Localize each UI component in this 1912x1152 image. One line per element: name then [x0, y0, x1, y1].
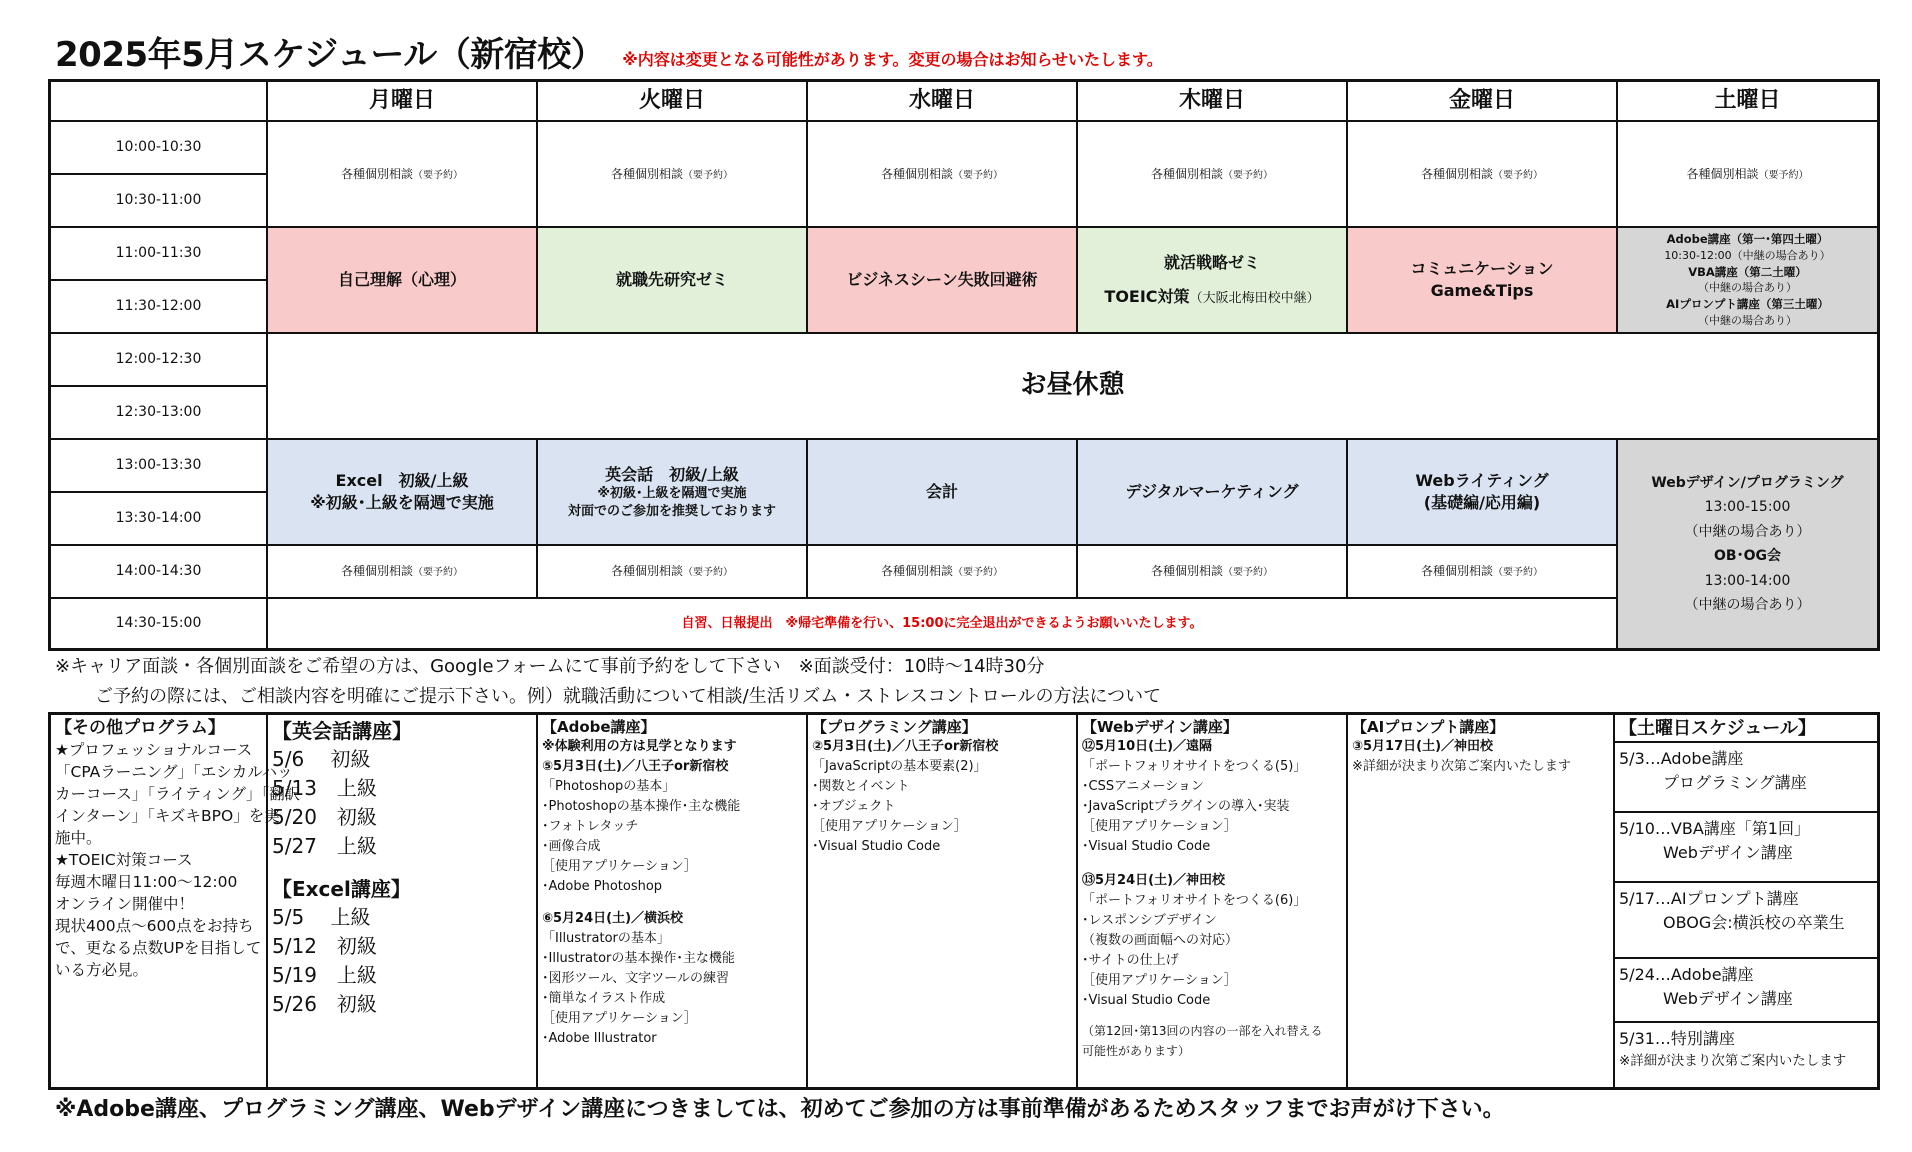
consult-cell-fri	[1348, 122, 1618, 228]
adobe-line: ･画像合成	[542, 839, 601, 854]
consult-label: 各種個別相談	[880, 166, 953, 181]
sat-adobe-time: 10:30-12:00（中継の場合あり）	[1664, 248, 1831, 262]
other-line: カーコース」「ライティング」「翻訳	[55, 785, 301, 803]
day-header-sat: 土曜日	[1618, 82, 1877, 122]
webdesign-line: ⑬5月24日(土)／神田校	[1082, 873, 1226, 888]
webdesign-line: （第12回･第13回の内容の一部を入れ替える	[1082, 1024, 1323, 1038]
consult-cell-wed	[808, 122, 1078, 228]
saturday-date: 5/31…特別講座	[1619, 1029, 1735, 1048]
toeic-sub: （大阪北梅田校中継）	[1189, 291, 1320, 306]
webdesign-course-title: 【Webデザイン講座】	[1082, 718, 1238, 736]
consult-note: （要予約）	[1223, 169, 1273, 181]
fri-class-line-2: Game&Tips	[1430, 281, 1534, 300]
webdesign-spacer	[1082, 1011, 1342, 1021]
saturday-detail: OBOG会:横浜校の卒業生	[1663, 913, 1845, 932]
adobe-line: ※体験利用の方は見学となります	[542, 739, 737, 754]
time-slot: 12:30-13:00	[51, 387, 268, 440]
english-course-title: 【英会話講座】	[272, 719, 412, 743]
thu-class-2	[1104, 286, 1319, 308]
title-row	[55, 28, 1163, 76]
other-line: 現状400点～600点をお持ち	[55, 917, 254, 935]
consult-label: 各種個別相談	[340, 564, 413, 579]
time-slot: 12:00-12:30	[51, 334, 268, 387]
sat-obog-time: 13:00-14:00	[1704, 572, 1791, 589]
consult-cell-sat	[1618, 122, 1877, 228]
consult-label: 各種個別相談	[610, 166, 683, 181]
adobe-line: ［使用アプリケーション］	[542, 1011, 697, 1026]
adobe-spacer	[542, 897, 802, 909]
note-line-2: ご予約の際には、ご相談内容を明確にご提示下さい。例）就職活動について相談/生活リズム・ストレスコントロールの方法について	[95, 686, 1162, 707]
ai-course	[1348, 715, 1615, 1087]
sat-ai-note: （中継の場合あり）	[1698, 313, 1797, 327]
consult-label: 各種個別相談	[1150, 166, 1223, 181]
other-line: インターン」「キズキBPO」を実	[55, 807, 280, 825]
other-line: オンライン開催中！	[55, 895, 195, 913]
english-date: 5/13 上級	[272, 776, 377, 800]
webwriting-title: Webライティング	[1415, 471, 1549, 491]
day-header-tue: 火曜日	[538, 82, 808, 122]
class-wed-morning: ビジネスシーン失敗回避術	[808, 228, 1078, 334]
sat-obog: OB･OG会	[1714, 548, 1781, 564]
lunch-break: お昼休憩	[268, 334, 1877, 440]
other-line: ★TOEIC対策コース	[55, 851, 193, 869]
adobe-line: ･図形ツール、文字ツールの練習	[542, 971, 729, 986]
page-title: 2025年5月スケジュール（新宿校）	[55, 35, 605, 75]
class-tue-afternoon	[538, 440, 808, 546]
saturday-row	[1615, 743, 1877, 813]
other-line: いる方必見。	[55, 961, 149, 979]
webdesign-line: （複数の画面幅への対応）	[1082, 933, 1239, 948]
consult-label: 各種個別相談	[340, 166, 413, 181]
english-date: 5/27 上級	[272, 834, 377, 858]
time-slot: 14:30-15:00	[51, 599, 268, 648]
consult-note: （要予約）	[683, 169, 733, 181]
time-slot: 14:00-14:30	[51, 546, 268, 599]
consult-label: 各種個別相談	[1420, 166, 1493, 181]
adobe-line: ･フォトレタッチ	[542, 819, 639, 834]
adobe-line: ･Adobe Illustrator	[542, 1031, 657, 1046]
english-date: 5/20 初級	[272, 805, 377, 829]
consult-note: （要予約）	[1493, 567, 1543, 579]
sat-adobe: Adobe講座（第一･第四土曜）	[1666, 232, 1829, 247]
webdesign-line: 可能性があります）	[1082, 1044, 1191, 1058]
excel-note: ※初級･上級を隔週で実施	[310, 493, 494, 512]
excel-date: 5/19 上級	[272, 963, 377, 987]
english-date: 5/6 初級	[272, 747, 371, 771]
consult-note: （要予約）	[413, 567, 463, 579]
day-header-thu: 木曜日	[1078, 82, 1348, 122]
adobe-line: 「Photoshopの基本」	[542, 779, 676, 794]
sat-webdesign: Webデザイン/プログラミング	[1651, 474, 1844, 491]
programming-course	[808, 715, 1078, 1087]
programming-line: ［使用アプリケーション］	[812, 819, 967, 834]
time-slot: 11:00-11:30	[51, 228, 268, 281]
consult-cell-mon-pm	[268, 546, 538, 599]
other-line: 「CPAラーニング」「エシカルハッ	[55, 763, 293, 781]
other-line: で、更なる点数UPを目指して	[55, 939, 262, 957]
fri-class-line-1: コミュニケーション	[1410, 259, 1554, 279]
webdesign-line: ･Visual Studio Code	[1082, 839, 1211, 854]
excel-date: 5/12 初級	[272, 934, 377, 958]
adobe-line: ⑥5月24日(土)／横浜校	[542, 911, 684, 926]
saturday-detail: プログラミング講座	[1663, 773, 1807, 792]
time-slot: 10:00-10:30	[51, 122, 268, 175]
programming-course-title: 【プログラミング講座】	[812, 718, 977, 736]
saturday-date: 5/10…VBA講座「第1回」	[1619, 819, 1810, 838]
day-header-mon: 月曜日	[268, 82, 538, 122]
class-thu-afternoon: デジタルマーケティング	[1078, 440, 1348, 546]
time-slot: 10:30-11:00	[51, 175, 268, 228]
time-slot: 13:00-13:30	[51, 440, 268, 493]
webdesign-line: ［使用アプリケーション］	[1082, 973, 1237, 988]
ai-line: ③5月17日(土)／神田校	[1352, 739, 1494, 754]
consult-cell-thu-pm	[1078, 546, 1348, 599]
programming-line: 「JavaScriptの基本要素(2)」	[812, 759, 987, 774]
saturday-row	[1615, 813, 1877, 883]
time-slot: 11:30-12:00	[51, 281, 268, 334]
webdesign-line: ･サイトの仕上げ	[1082, 953, 1179, 968]
sat-webdesign-time: 13:00-15:00	[1704, 499, 1791, 515]
webdesign-line: ･JavaScriptプラグインの導入･実装	[1082, 799, 1290, 814]
saturday-date: 5/24…Adobe講座	[1619, 965, 1754, 984]
saturday-date: 5/17…AIプロンプト講座	[1619, 889, 1799, 908]
webdesign-line: ⑫5月10日(土)／遠隔	[1082, 739, 1213, 754]
adobe-course	[538, 715, 808, 1087]
consult-label: 各種個別相談	[880, 564, 953, 579]
thu-class-1: 就活戦略ゼミ	[1163, 253, 1260, 273]
saturday-detail: ※詳細が決まり次第ご案内いたします	[1619, 1053, 1847, 1069]
programming-line: ･関数とイベント	[812, 779, 910, 794]
adobe-line: ･簡単なイラスト作成	[542, 991, 666, 1006]
webdesign-line: ･CSSアニメーション	[1082, 779, 1204, 794]
english-note: ※初級･上級を隔週で実施	[597, 486, 747, 502]
consult-cell-mon	[268, 122, 538, 228]
consult-note: （要予約）	[1493, 169, 1543, 181]
class-tue-morning: 就職先研究ゼミ	[538, 228, 808, 334]
consult-note: （要予約）	[683, 567, 733, 579]
consult-note: （要予約）	[953, 567, 1003, 579]
sat-ai: AIプロンプト講座（第三土曜）	[1666, 297, 1829, 312]
other-programs-title: 【その他プログラム】	[55, 718, 225, 738]
excel-date: 5/5 上級	[272, 905, 371, 929]
other-programs	[51, 715, 301, 1087]
adobe-line: ⑤5月3日(土)／八王子or新宿校	[542, 759, 729, 774]
program-details	[48, 712, 1880, 1090]
sat-obog-note: （中継の場合あり）	[1684, 597, 1811, 613]
webdesign-line: ［使用アプリケーション］	[1082, 819, 1237, 834]
class-sat-afternoon	[1618, 440, 1877, 648]
reservation-notes	[55, 652, 1161, 712]
consult-note: （要予約）	[1223, 567, 1273, 579]
consult-note: （要予約）	[953, 169, 1003, 181]
adobe-course-title: 【Adobe講座】	[542, 718, 656, 736]
self-study-notice: 自習、日報提出 ※帰宅準備を行い、15:00に完全退出ができるようお願いいたします。	[268, 599, 1618, 648]
saturday-detail: Webデザイン講座	[1663, 843, 1793, 862]
day-header-wed: 水曜日	[808, 82, 1078, 122]
sat-webdesign-note: （中継の場合あり）	[1684, 523, 1811, 540]
webdesign-line: ･Visual Studio Code	[1082, 993, 1211, 1008]
footer-notice: ※Adobe講座、プログラミング講座、Webデザイン講座につきましては、初めてご参加の方は事前準備があるためスタッフまでお声がけ下さい。	[55, 1097, 1505, 1122]
day-header-fri: 金曜日	[1348, 82, 1618, 122]
adobe-line: ［使用アプリケーション］	[542, 859, 697, 874]
other-line: ★プロフェッショナルコース	[55, 741, 253, 759]
excel-title: Excel 初級/上級	[335, 471, 469, 491]
consult-label: 各種個別相談	[610, 564, 683, 579]
consult-cell-tue	[538, 122, 808, 228]
class-sat-morning	[1618, 228, 1877, 334]
programming-line: ②5月3日(土)／八王子or新宿校	[812, 739, 999, 754]
sat-vba-note: （中継の場合あり）	[1698, 281, 1797, 295]
consult-note: （要予約）	[1758, 169, 1809, 181]
schedule-table	[48, 79, 1880, 651]
english-title: 英会話 初級/上級	[605, 464, 739, 484]
webdesign-course	[1078, 715, 1348, 1087]
class-thu-morning	[1078, 228, 1348, 334]
class-fri-afternoon	[1348, 440, 1618, 546]
consult-cell-fri-pm	[1348, 546, 1618, 599]
class-mon-afternoon	[268, 440, 538, 546]
adobe-line: ･Illustratorの基本操作･主な機能	[542, 951, 735, 966]
consult-note: （要予約）	[413, 169, 463, 181]
change-notice: ※内容は変更となる可能性があります。変更の場合はお知らせいたします。	[622, 50, 1163, 69]
adobe-line: ･Adobe Photoshop	[542, 879, 663, 894]
adobe-line: ･Photoshopの基本操作･主な機能	[542, 799, 741, 814]
saturday-row	[1615, 1023, 1877, 1087]
saturday-date: 5/3…Adobe講座	[1619, 749, 1744, 768]
time-slot: 13:30-14:00	[51, 493, 268, 546]
webdesign-line: 「ポートフォリオサイトをつくる(6)」	[1082, 893, 1307, 908]
sat-vba: VBA講座（第二土曜）	[1688, 264, 1807, 279]
other-line: 毎週木曜日11:00～12:00	[55, 873, 238, 891]
class-fri-morning	[1348, 228, 1618, 334]
webdesign-line: ･レスポンシブデザイン	[1082, 913, 1217, 928]
saturday-detail: Webデザイン講座	[1663, 989, 1793, 1008]
excel-course-title: 【Excel講座】	[272, 877, 411, 901]
webdesign-line: 「ポートフォリオサイトをつくる(5)」	[1082, 759, 1307, 774]
webwriting-sub: (基礎編/応用編)	[1423, 493, 1541, 512]
consult-label: 各種個別相談	[1420, 564, 1493, 579]
consult-cell-thu	[1078, 122, 1348, 228]
consult-label: 各種個別相談	[1686, 166, 1759, 181]
consult-cell-tue-pm	[538, 546, 808, 599]
toeic-label: TOEIC対策	[1104, 287, 1190, 306]
english-note-2: 対面でのご参加を推奨しております	[567, 503, 776, 519]
consult-cell-wed-pm	[808, 546, 1078, 599]
saturday-row	[1615, 959, 1877, 1023]
saturday-schedule-title: 【土曜日スケジュール】	[1615, 715, 1877, 743]
programming-line: ･オブジェクト	[812, 799, 896, 814]
consult-label: 各種個別相談	[1150, 564, 1223, 579]
note-line-1: ※キャリア面談・各個別面談をご希望の方は、Googleフォームにて事前予約をして下さい ※面談受付：10時～14時30分	[55, 656, 1045, 677]
saturday-schedule	[1615, 715, 1877, 1087]
webdesign-spacer	[1082, 857, 1342, 871]
class-wed-afternoon: 会計	[808, 440, 1078, 546]
adobe-line: 「Illustratorの基本」	[542, 931, 670, 946]
saturday-row	[1615, 883, 1877, 959]
excel-date: 5/26 初級	[272, 992, 377, 1016]
other-line: 施中。	[55, 829, 102, 847]
class-mon-morning: 自己理解（心理）	[268, 228, 538, 334]
english-excel-schedule	[268, 715, 538, 1087]
ai-line: ※詳細が決まり次第ご案内いたします	[1352, 759, 1571, 774]
ai-course-title: 【AIプロンプト講座】	[1352, 718, 1505, 736]
corner-cell	[51, 82, 268, 122]
programming-line: ･Visual Studio Code	[812, 839, 941, 854]
